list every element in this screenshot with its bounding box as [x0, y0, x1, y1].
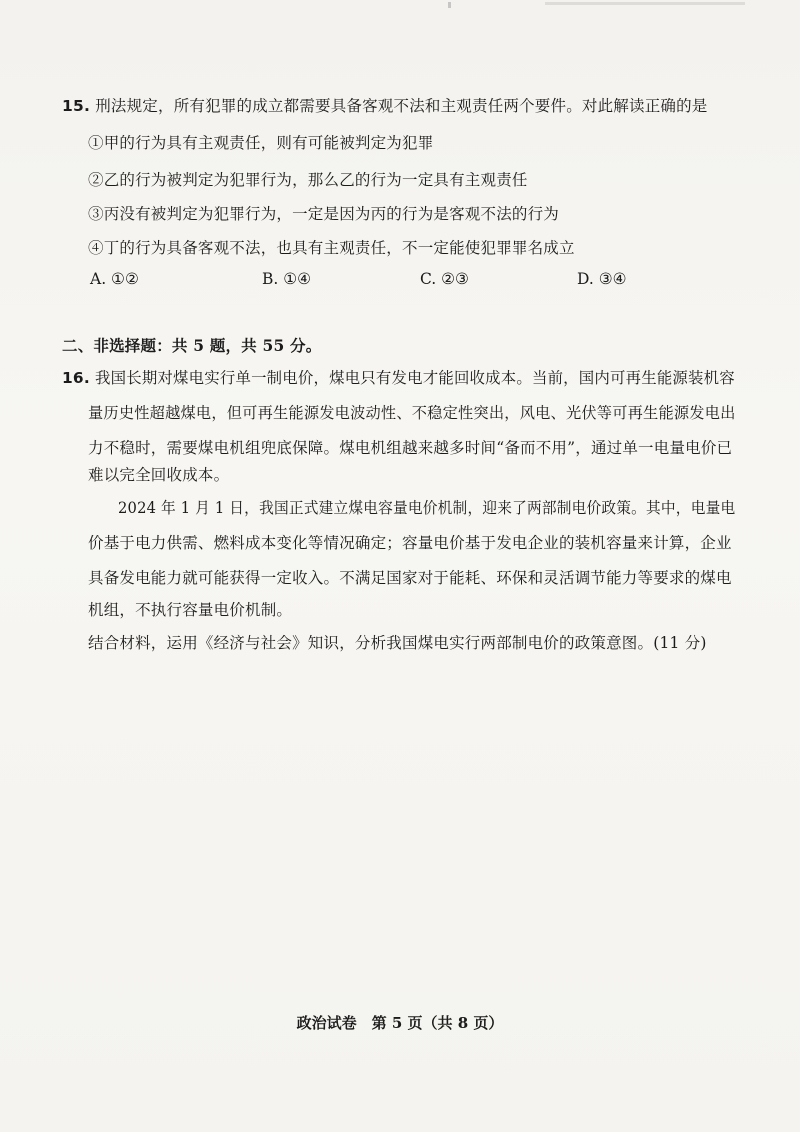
material-line: 我国长期对煤电实行单一制电价，煤电只有发电才能回收成本。当前，国内可再生能源装机容: [95, 369, 735, 387]
statement-3: ③丙没有被判定为犯罪行为，一定是因为丙的行为是客观不法的行为: [88, 205, 560, 223]
question-number: 15.: [62, 97, 91, 115]
option-a: A. ①②: [90, 270, 139, 288]
question-16-para2-line-4: 机组，不执行容量电价机制。: [88, 601, 293, 619]
statement-1: ①甲的行为具有主观责任，则有可能被判定为犯罪: [88, 134, 434, 152]
question-16-line-4: 难以完全回收成本。: [88, 466, 230, 484]
question-number: 16.: [62, 369, 90, 387]
question-16-line-3: 力不稳时，需要煤电机组兜底保障。煤电机组越来越多时间“备而不用”，通过单一电量电价已: [88, 439, 733, 457]
page-footer: 政治试卷 第 5 页（共 8 页）: [296, 1014, 504, 1032]
option-c: C. ②③: [420, 270, 469, 288]
option-b: B. ①④: [262, 270, 312, 288]
scan-artifact-edge: [545, 2, 745, 5]
statement-2: ②乙的行为被判定为犯罪行为，那么乙的行为一定具有主观责任: [88, 171, 528, 189]
question-16-line-2: 量历史性超越煤电，但可再生能源发电波动性、不稳定性突出，风电、光伏等可再生能源发电出: [88, 404, 736, 422]
option-d: D. ③④: [577, 270, 627, 288]
section-heading: 二、非选择题：共 5 题，共 55 分。: [62, 336, 322, 355]
question-15-stem: [62, 96, 708, 116]
question-stem-text: 刑法规定，所有犯罪的成立都需要具备客观不法和主观责任两个要件。对此解读正确的是: [95, 97, 708, 115]
scan-artifact-mark: [448, 2, 451, 8]
question-16-para2-line-1: 2024 年 1 月 1 日，我国正式建立煤电容量电价机制，迎来了两部制电价政策。其中，电量电: [118, 499, 736, 517]
question-16-line-1: [62, 368, 735, 388]
question-16-task: 结合材料，运用《经济与社会》知识，分析我国煤电实行两部制电价的政策意图。(11 分): [88, 634, 707, 652]
question-16-para2-line-3: 具备发电能力就可能获得一定收入。不满足国家对于能耗、环保和灵活调节能力等要求的煤电: [88, 569, 732, 587]
question-16-para2-line-2: 价基于电力供需、燃料成本变化等情况确定；容量电价基于发电企业的装机容量来计算，企业: [88, 534, 732, 552]
statement-4: ④丁的行为具备客观不法，也具有主观责任，不一定能使犯罪罪名成立: [88, 239, 575, 257]
